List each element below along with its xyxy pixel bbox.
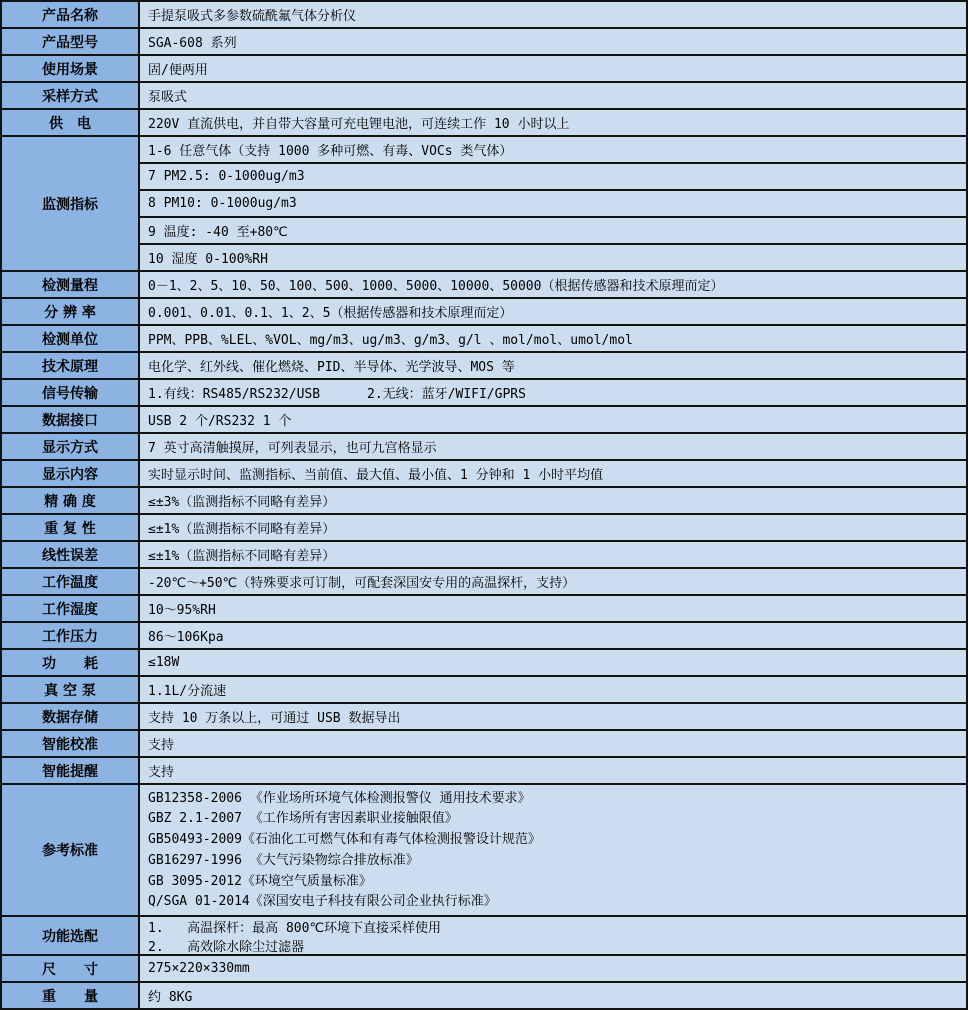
spec-value-accuracy: ≤±3%（监测指标不同略有差异）: [140, 488, 966, 513]
spec-label-power-consumption: 功 耗: [2, 650, 138, 675]
optional-feature-line: 1. 高温探杆：最高 800℃环境下直接采样使用: [148, 921, 442, 936]
spec-value-working-humidity: 10～95%RH: [140, 596, 966, 621]
spec-value-signal-transmission: 1.有线：RS485/RS232/USB 2.无线：蓝牙/WIFI/GPRS: [140, 380, 966, 405]
reference-standard-line: GB12358-2006 《作业场所环境气体检测报警仪 通用技术要求》: [148, 790, 531, 806]
spec-label-product-name: 产品名称: [2, 2, 138, 27]
spec-value-data-interface: USB 2 个/RS232 1 个: [140, 407, 966, 432]
spec-value-display-mode: 7 英寸高清触摸屏，可列表显示，也可九宫格显示: [140, 434, 966, 459]
spec-label-usage-scene: 使用场景: [2, 56, 138, 81]
reference-standard-line: GB 3095-2012《环境空气质量标准》: [148, 873, 372, 889]
spec-value-monitor-indicator-5: 10 湿度 0-100%RH: [140, 245, 966, 270]
optional-feature-line: 2. 高效除水除尘过滤器: [148, 940, 305, 954]
spec-value-data-storage: 支持 10 万条以上，可通过 USB 数据导出: [140, 704, 966, 729]
spec-value-reference-standards: [140, 785, 966, 915]
reference-standard-line: GBZ 2.1-2007 《工作场所有害因素职业接触限值》: [148, 811, 458, 827]
spec-label-optional-features: 功能选配: [2, 917, 138, 954]
spec-label-smart-calibration: 智能校准: [2, 731, 138, 756]
reference-standard-line: GB50493-2009《石油化工可燃气体和有毒气体检测报警设计规范》: [148, 832, 541, 848]
spec-value-product-name: 手提泵吸式多参数硫酰氟气体分析仪: [140, 2, 966, 27]
spec-value-detection-unit: PPM、PPB、%LEL、%VOL、mg/m3、ug/m3、g/m3、g/l 、mol/mol、umol/mol: [140, 326, 966, 351]
spec-value-tech-principle: 电化学、红外线、催化燃烧、PID、半导体、光学波导、MOS 等: [140, 353, 966, 378]
spec-value-resolution: 0.001、0.01、0.1、1、2、5（根据传感器和技术原理而定）: [140, 299, 966, 324]
spec-label-vacuum-pump: 真 空 泵: [2, 677, 138, 702]
spec-value-repeatability: ≤±1%（监测指标不同略有差异）: [140, 515, 966, 540]
spec-value-monitor-indicator-2: 7 PM2.5: 0-1000ug/m3: [140, 164, 966, 189]
spec-value-display-content: 实时显示时间、监测指标、当前值、最大值、最小值、1 分钟和 1 小时平均值: [140, 461, 966, 486]
spec-value-usage-scene: 固/便两用: [140, 56, 966, 81]
spec-label-signal-transmission: 信号传输: [2, 380, 138, 405]
reference-standard-line: GB16297-1996 《大气污染物综合排放标准》: [148, 852, 419, 868]
spec-label-resolution: 分 辨 率: [2, 299, 138, 324]
spec-label-working-temperature: 工作温度: [2, 569, 138, 594]
spec-label-working-humidity: 工作湿度: [2, 596, 138, 621]
spec-value-weight: 约 8KG: [140, 983, 966, 1008]
spec-value-linearity-error: ≤±1%（监测指标不同略有差异）: [140, 542, 966, 567]
spec-label-linearity-error: 线性误差: [2, 542, 138, 567]
reference-standard-line: Q/SGA 01-2014《深国安电子科技有限公司企业执行标准》: [148, 894, 497, 910]
spec-value-power-consumption: ≤18W: [140, 650, 966, 675]
spec-label-data-interface: 数据接口: [2, 407, 138, 432]
spec-value-working-temperature: -20℃～+50℃（特殊要求可订制，可配套深国安专用的高温探杆，支持）: [140, 569, 966, 594]
spec-label-display-content: 显示内容: [2, 461, 138, 486]
spec-label-smart-reminder: 智能提醒: [2, 758, 138, 783]
spec-value-detection-range: 0－1、2、5、10、50、100、500、1000、5000、10000、50000（根据传感器和技术原理而定）: [140, 272, 966, 297]
spec-value-sampling-method: 泵吸式: [140, 83, 966, 108]
spec-label-data-storage: 数据存储: [2, 704, 138, 729]
spec-value-monitor-indicator-4: 9 温度: -40 至+80℃: [140, 218, 966, 243]
spec-label-working-pressure: 工作压力: [2, 623, 138, 648]
spec-label-product-model: 产品型号: [2, 29, 138, 54]
spec-label-weight: 重 量: [2, 983, 138, 1008]
spec-value-optional-features: [140, 917, 966, 954]
spec-value-product-model: SGA-608 系列: [140, 29, 966, 54]
spec-label-tech-principle: 技术原理: [2, 353, 138, 378]
spec-value-monitor-indicator-3: 8 PM10: 0-1000ug/m3: [140, 191, 966, 216]
spec-label-accuracy: 精 确 度: [2, 488, 138, 513]
spec-value-vacuum-pump: 1.1L/分流速: [140, 677, 966, 702]
spec-label-display-mode: 显示方式: [2, 434, 138, 459]
spec-value-working-pressure: 86～106Kpa: [140, 623, 966, 648]
spec-value-power-supply: 220V 直流供电，并自带大容量可充电锂电池，可连续工作 10 小时以上: [140, 110, 966, 135]
spec-value-monitor-indicator-1: 1-6 任意气体（支持 1000 多种可燃、有毒、VOCs 类气体）: [140, 137, 966, 162]
spec-label-reference-standards: 参考标准: [2, 785, 138, 915]
spec-value-dimensions: 275×220×330mm: [140, 956, 966, 981]
spec-label-monitor-indicators: 监测指标: [2, 137, 138, 270]
spec-value-smart-calibration: 支持: [140, 731, 966, 756]
spec-label-repeatability: 重 复 性: [2, 515, 138, 540]
spec-label-dimensions: 尺 寸: [2, 956, 138, 981]
spec-label-detection-unit: 检测单位: [2, 326, 138, 351]
spec-label-sampling-method: 采样方式: [2, 83, 138, 108]
spec-label-power-supply: 供 电: [2, 110, 138, 135]
spec-value-smart-reminder: 支持: [140, 758, 966, 783]
spec-label-detection-range: 检测量程: [2, 272, 138, 297]
